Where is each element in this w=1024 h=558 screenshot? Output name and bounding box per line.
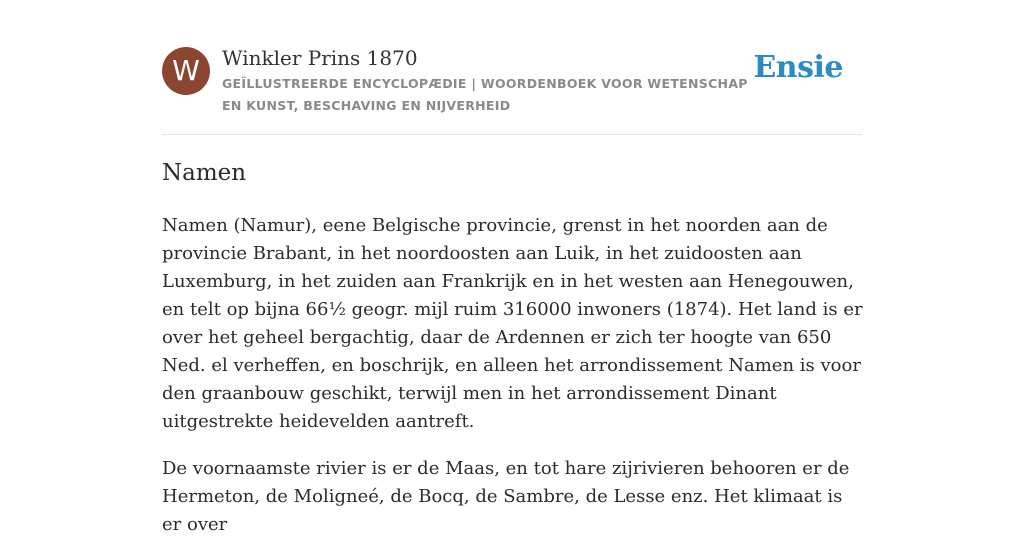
avatar[interactable]: W: [162, 47, 210, 95]
page: [162, 0, 863, 535]
article-body: [162, 212, 864, 558]
article-paragraph: De voornaamste rivier is er de Maas, en tot hare zijrivieren behooren er de Hermeton, de Moligneé, de Bocq, de Sambre, de Lesse enz. Het klimaat is er over: [162, 458, 850, 535]
site-header: [162, 0, 862, 135]
ensie-logo[interactable]: Ensie: [753, 50, 843, 85]
site-title[interactable]: Winkler Prins 1870: [222, 46, 418, 70]
site-subtitle: GEÏLLUSTREERDE ENCYCLOPÆDIE | WOORDENBOEK VOOR WETENSCHAP EN KUNST, BESCHAVING EN NIJVERHEID: [222, 76, 748, 113]
article-paragraph: Namen (Namur), eene Belgische provincie, grenst in het noorden aan de provincie Brabant, in het noordoosten aan Luik, in het zuidoosten aan Luxemburg, in het zuiden aan Frankrijk en in het westen aan Henegouwen, en telt op bijna 66½ geogr. mijl ruim 316000 inwoners (1874). Het land is er over het geheel bergachtig, daar de Ardennen er zich ter hoogte van 650 Ned. el verheffen, en boschrijk, en alleen het arrondissement Namen is voor den graanbouw geschikt, terwijl men in het arrondissement Dinant uitgestrekte heidevelden aantreft.: [162, 215, 863, 432]
article-title: Namen: [162, 160, 247, 186]
